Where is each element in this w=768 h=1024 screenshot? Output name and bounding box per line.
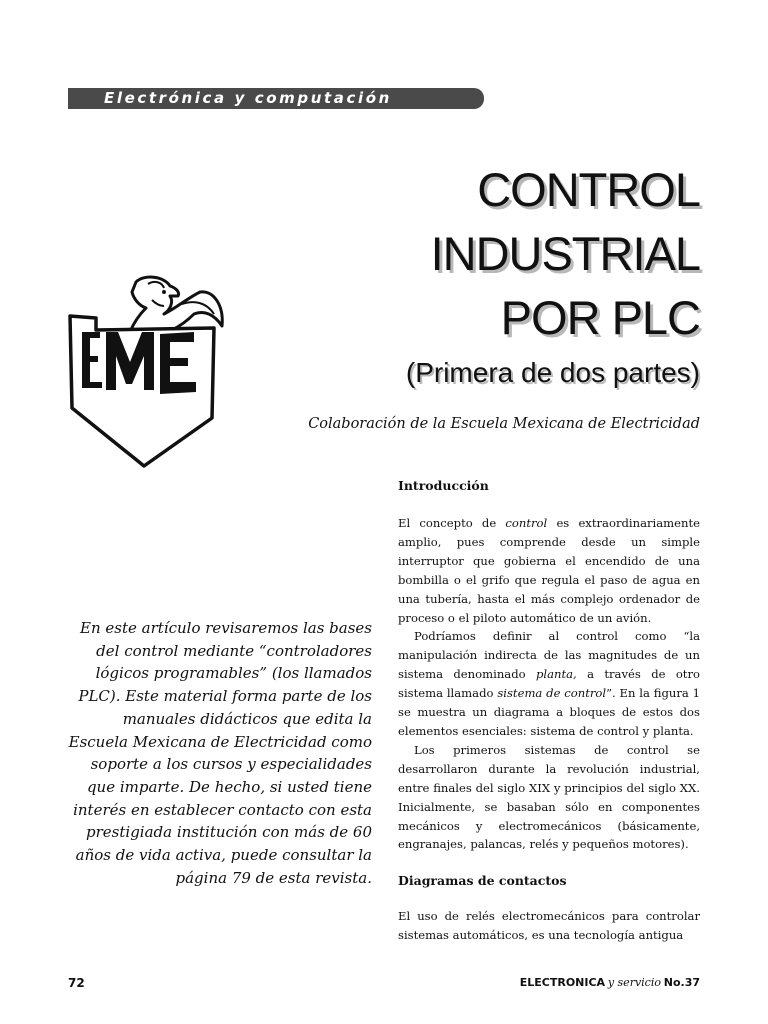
- article-body: [398, 476, 700, 945]
- paragraph-3: Los primeros sistemas de control se desarrollaron durante la revolución industrial, entre finales del siglo XIX y principios del siglo XX. Inicialmente, se basaban sólo en componentes mecánicos y electromecánicos (básicamente, engranajes, palancas, relés y pequeños motores).: [398, 742, 700, 852]
- article-byline: Colaboración de la Escuela Mexicana de Electricidad: [308, 416, 700, 432]
- section-header-bar: [68, 88, 484, 109]
- title-line-2: INDUSTRIAL: [430, 227, 700, 280]
- paragraph-4: El uso de relés electromecánicos para controlar sistemas automáticos, es una tecnología antigua: [398, 909, 700, 943]
- article-lead-text: En este artículo revisaremos las bases del control mediante “controladores lógicos programables” (los llamados PLC). Este material forma parte de los manuales didácticos que edita la Escuela Mexicana de Electricidad como soporte a los cursos y especialidades que imparte. De hecho, si usted tiene interés en establecer contacto con esta prestigiada institución con más de 60 años de vida activa, puede consultar la página 79 de esta revista.: [68, 619, 372, 887]
- logo-text: EME: [142, 435, 146, 436]
- article-subtitle: (Primera de dos partes): [405, 357, 700, 388]
- heading-diagramas: Diagramas de contactos: [398, 873, 567, 889]
- paragraph-1: El concepto de control es extraordinariamente amplio, pues comprende desde un simple interruptor que gobierna el encendido de una bombilla o el grifo que regula el paso de agua en una tubería, hasta el más complejo ordenador de proceso o el piloto automático de un avión.: [398, 516, 700, 625]
- section-header-label: Electrónica y computación: [104, 89, 392, 107]
- footer-magazine-name: ELECTRONICA: [519, 976, 606, 989]
- eme-eagle-logo-icon: [64, 270, 236, 474]
- title-line-1: CONTROL: [477, 163, 700, 216]
- heading-introduccion: Introducción: [398, 478, 489, 493]
- footer-magazine-sub: y servicio: [607, 976, 661, 989]
- page-number: 72: [68, 976, 85, 990]
- magazine-footer: [520, 976, 700, 989]
- footer-issue: No.37: [663, 976, 700, 989]
- article-title: [431, 158, 700, 350]
- paragraph-2: Podríamos definir al control como “la manipulación indirecta de las magnitudes de un sistema denominado planta, a través de otro sistema llamado sistema de control”. En la figura 1 se muestra un diagrama a bloques de estos dos elementos esenciales: sistema de control y planta.: [398, 629, 700, 738]
- title-line-3: POR PLC: [500, 291, 700, 344]
